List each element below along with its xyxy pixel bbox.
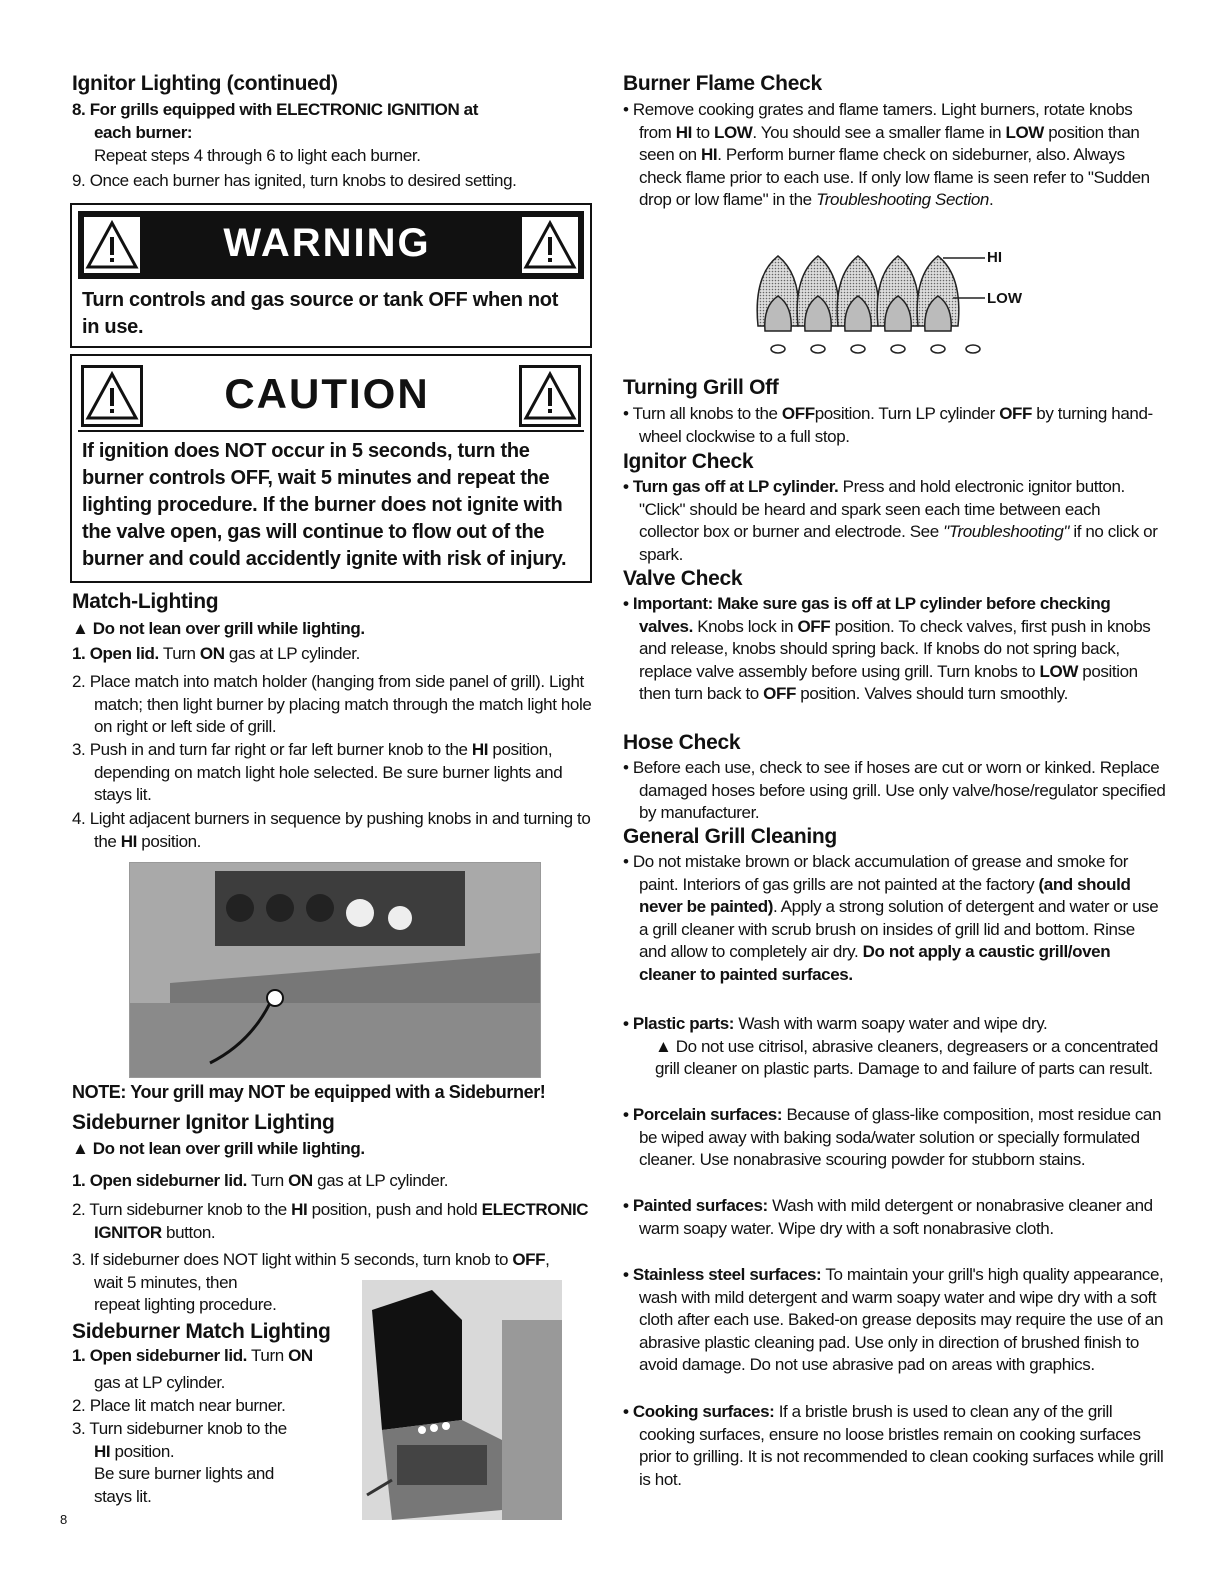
sideburner-match-step-3: 3. Turn sideburner knob to the HI position. Be sure burner lights and stays lit. xyxy=(72,1419,287,1506)
ignitor-check-title: Ignitor Check xyxy=(623,450,754,473)
painted-surfaces-text: • Painted surfaces: Wash with mild detergent or nonabrasive cleaner and warm soapy water. Wipe dry with a soft nonabrasive cloth. xyxy=(623,1196,1153,1238)
match-lighting-title: Match-Lighting xyxy=(72,590,219,613)
hose-check-text: • Before each use, check to see if hoses are cut or worn or kinked. Replace damaged hoses before using grill. Use only valve/hose/regulator specified by manufacturer. xyxy=(623,758,1166,822)
step-9: 9. Once each burner has ignited, turn knobs to desired setting. xyxy=(72,171,517,190)
match-step-4: 4. Light adjacent burners in sequence by pushing knobs in and turning to the HI position. xyxy=(72,809,591,851)
stainless-steel-text: • Stainless steel surfaces: To maintain your grill's high quality appearance, wash with mild detergent and warm soapy water and wipe dry with a soft cloth after each use. Baked-on grease deposits may require the use of an abrasive plastic cleaning pad. Use only in direction of brushed finish to avoid damage. Do not use abrasive pad on areas with graphics. xyxy=(623,1265,1164,1374)
burner-flame-check-text: • Remove cooking grates and flame tamers. Light burners, rotate knobs from HI to LOW. You should see a smaller flame in LOW position than seen on HI. Perform burner flame check on sideburner, also. Always check flame prior to each use. If only low flame is seen refer to "Sudden drop or low flame" in the Troubleshooting Section. xyxy=(623,100,1150,209)
caution-triangle-icon-right xyxy=(519,365,581,427)
step-8-body: Repeat steps 4 through 6 to light each burner. xyxy=(94,146,421,165)
porcelain-surfaces-text: • Porcelain surfaces: Because of glass-like composition, most residue can be wiped away with baking soda/water solution or specially formulated cleaner. Use nonabrasive scouring powder for stubborn stains. xyxy=(623,1105,1162,1169)
flame-diagram xyxy=(753,246,1033,361)
valve-check-title: Valve Check xyxy=(623,567,743,590)
valve-check-text: • Important: Make sure gas is off at LP cylinder before checking valves. Knobs lock in OFF position. To check valves, first push in knobs and release, knobs should spring back. If knobs do not spring back, replace valve assembly before using grill. Turn knobs to LOW position then turn back to OFF position. Valves should turn smoothly. xyxy=(623,594,1151,703)
low-label: LOW xyxy=(987,290,1022,307)
sideburner-match-step-1: 1. Open sideburner lid. Turn ON gas at LP cylinder. xyxy=(72,1346,313,1392)
step-8-heading: 8. For grills equipped with ELECTRONIC IGNITION at each burner: xyxy=(72,100,478,142)
warning-text: Turn controls and gas source or tank OFF when not in use. xyxy=(82,289,559,338)
sideburner-match-step-2: 2. Place lit match near burner. xyxy=(72,1396,286,1415)
match-step-2: 2. Place match into match holder (hanging from side panel of grill). Light match; then light burner by placing match through the match light hole on right or left side of grill. xyxy=(72,672,592,736)
match-step-1: 1. Open lid. Turn ON gas at LP cylinder. xyxy=(72,644,360,663)
hi-label: HI xyxy=(987,249,1002,266)
sideburner-warning: ▲ Do not lean over grill while lighting. xyxy=(72,1139,365,1158)
sideburner-illustration xyxy=(362,1280,562,1520)
caution-bullet-icon: ▲ xyxy=(72,1139,93,1158)
sideburner-match-title: Sideburner Match Lighting xyxy=(72,1320,331,1343)
caution-bullet-icon: ▲ xyxy=(655,1036,676,1056)
match-warning: ▲ Do not lean over grill while lighting. xyxy=(72,619,365,638)
sideburner-step-3: 3. If sideburner does NOT light within 5 seconds, turn knob to OFF, wait 5 minutes, then repeat lighting procedure. xyxy=(72,1250,550,1314)
warning-triangle-icon-left xyxy=(81,214,143,276)
turning-grill-off-text: • Turn all knobs to the OFFposition. Turn LP cylinder OFF by turning hand-wheel clockwise to a full stop. xyxy=(623,404,1153,446)
warning-box xyxy=(70,203,592,348)
sideburner-ignitor-title: Sideburner Ignitor Lighting xyxy=(72,1111,335,1134)
hose-check-title: Hose Check xyxy=(623,731,741,754)
match-lighting-illustration xyxy=(129,862,541,1078)
cooking-surfaces-text: • Cooking surfaces: If a bristle brush is used to clean any of the grill cooking surfaces, ensure no loose bristles remain on cooking surfaces prior to grilling. It is not recommended to clean cooking surfaces while grill is hot. xyxy=(623,1402,1164,1489)
warning-label: WARNING xyxy=(223,221,431,265)
page-number: 8 xyxy=(60,1512,68,1527)
ignitor-lighting-title: Ignitor Lighting (continued) xyxy=(72,72,338,95)
burner-flame-check-title: Burner Flame Check xyxy=(623,72,822,95)
caution-label: CAUTION xyxy=(224,370,430,417)
warning-triangle-icon-right xyxy=(519,214,581,276)
sideburner-step-2: 2. Turn sideburner knob to the HI position, push and hold ELECTRONIC IGNITOR button. xyxy=(72,1200,589,1242)
sideburner-step-1: 1. Open sideburner lid. Turn ON gas at LP cylinder. xyxy=(72,1171,449,1190)
general-cleaning-title: General Grill Cleaning xyxy=(623,825,837,848)
caution-text: If ignition does NOT occur in 5 seconds, turn the burner controls OFF, wait 5 minutes and repeat the lighting procedure. If the burner does not ignite with the valve open, gas will continue to flow out of the burner and could accidently ignite with risk of injury. xyxy=(82,440,567,570)
ignitor-check-text: • Turn gas off at LP cylinder. Press and hold electronic ignitor button. "Click" should be heard and spark seen each time between each collector box or burner and electrode. See "Troubleshooting" if no click or spark. xyxy=(623,477,1158,564)
general-cleaning-text: • Do not mistake brown or black accumulation of grease and smoke for paint. Interiors of gas grills are not painted at the factory (and should never be painted). Apply a strong solution of detergent and water or use a grill cleaner with scrub brush on insides of grill lid and bottom. Rinse and allow to completely air dry. Do not apply a caustic grill/oven cleaner to painted surfaces. xyxy=(623,852,1159,984)
plastic-parts-text: • Plastic parts: Wash with warm soapy water and wipe dry. ▲ Do not use citrisol, abrasive cleaners, degreasers or a concentrated grill cleaner on plastic parts. Damage to and failure of parts can result. xyxy=(623,1014,1158,1078)
match-step-3: 3. Push in and turn far right or far left burner knob to the HI position, depending on match light hole selected. Be sure burner lights and stays lit. xyxy=(72,740,563,804)
caution-box xyxy=(70,354,592,583)
caution-bullet-icon: ▲ xyxy=(72,619,93,638)
sideburner-note: NOTE: Your grill may NOT be equipped with a Sideburner! xyxy=(72,1082,546,1102)
turning-grill-off-title: Turning Grill Off xyxy=(623,376,779,399)
caution-triangle-icon-left xyxy=(81,365,143,427)
